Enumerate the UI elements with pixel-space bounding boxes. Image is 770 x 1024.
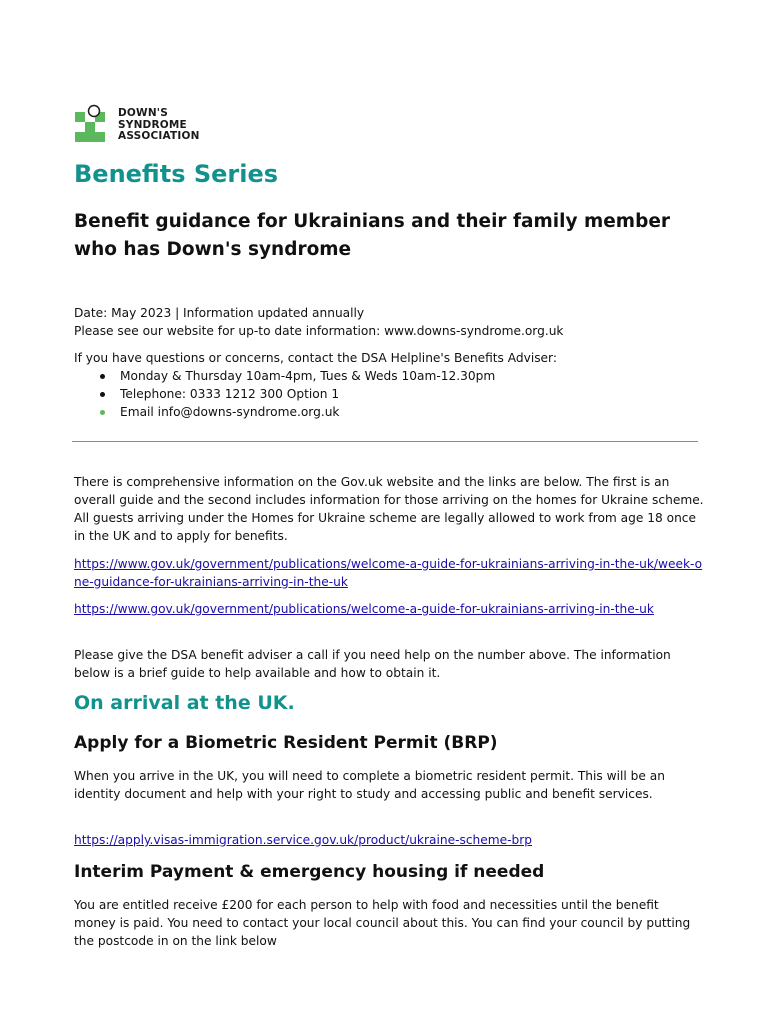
interim-heading: Interim Payment & emergency housing if needed <box>74 862 545 882</box>
intro-paragraph: There is comprehensive information on the Gov.uk website and the links are below. The first is an overall guide and the second includes information for those arriving on the homes for Ukraine scheme. All guests arriving under the Homes for Ukraine scheme are legally allowed to work from age 18 once in the UK and to apply for benefits. <box>74 475 704 543</box>
call-paragraph: Please give the DSA benefit adviser a call if you need help on the number above. The information below is a brief guide to help available and how to obtain it. <box>74 648 671 680</box>
contact-telephone-text: Telephone: 0333 1212 300 Option 1 <box>120 387 340 401</box>
logo-line-2: SYNDROME <box>118 118 187 131</box>
contact-intro: If you have questions or concerns, contact the DSA Helpline's Benefits Adviser: <box>74 351 557 365</box>
interim-paragraph: You are entitled receive £200 for each person to help with food and necessities until the benefit money is paid. You need to contact your local council about this. You can find your council by putting the postcode in on the link below <box>74 898 691 948</box>
logo-wordmark <box>118 108 200 143</box>
arrival-heading: On arrival at the UK. <box>74 692 295 714</box>
contact-email-text: Email info@downs-syndrome.org.uk <box>120 405 340 419</box>
contact-hours-text: Monday & Thursday 10am-4pm, Tues & Weds 10am-12.30pm <box>120 369 496 383</box>
section-divider <box>72 441 698 442</box>
link-guide-container <box>74 600 704 618</box>
bullet-icon <box>100 374 105 379</box>
contact-item-hours <box>74 367 694 385</box>
logo-line-3: ASSOCIATION <box>118 130 200 142</box>
website-line: Please see our website for up-to date information: www.downs-syndrome.org.uk <box>74 324 564 338</box>
contact-item-telephone <box>74 385 694 403</box>
logo-line-1: DOWN'S <box>118 107 168 119</box>
link-week-one-container <box>74 555 704 591</box>
brp-paragraph: When you arrive in the UK, you will need to complete a biometric resident permit. This will be an identity document and help with your right to study and accessing public and benefit services. <box>74 769 665 801</box>
document-subtitle: Benefit guidance for Ukrainians and their family member who has Down's syndrome <box>74 211 670 260</box>
contact-item-email <box>74 403 694 421</box>
link-brp-container <box>74 831 704 849</box>
link-welcome-guide[interactable]: https://www.gov.uk/government/publications/welcome-a-guide-for-ukrainians-arriving-in-the-uk <box>74 602 654 616</box>
brp-heading: Apply for a Biometric Resident Permit (BRP) <box>74 733 498 753</box>
date-line: Date: May 2023 | Information updated annually <box>74 306 365 320</box>
logo-mark-icon <box>75 104 111 144</box>
link-brp-application[interactable]: https://apply.visas-immigration.service.gov.uk/product/ukraine-scheme-brp <box>74 833 532 847</box>
dsa-logo <box>75 104 235 148</box>
bullet-icon <box>100 392 105 397</box>
bullet-icon <box>100 410 105 415</box>
link-week-one-guidance[interactable]: https://www.gov.uk/government/publications/welcome-a-guide-for-ukrainians-arriving-in-the-uk/week-one-guidance-for-ukrainians-arriving-in-the-uk <box>74 557 703 589</box>
series-title: Benefits Series <box>74 160 279 188</box>
contact-list <box>74 367 694 421</box>
